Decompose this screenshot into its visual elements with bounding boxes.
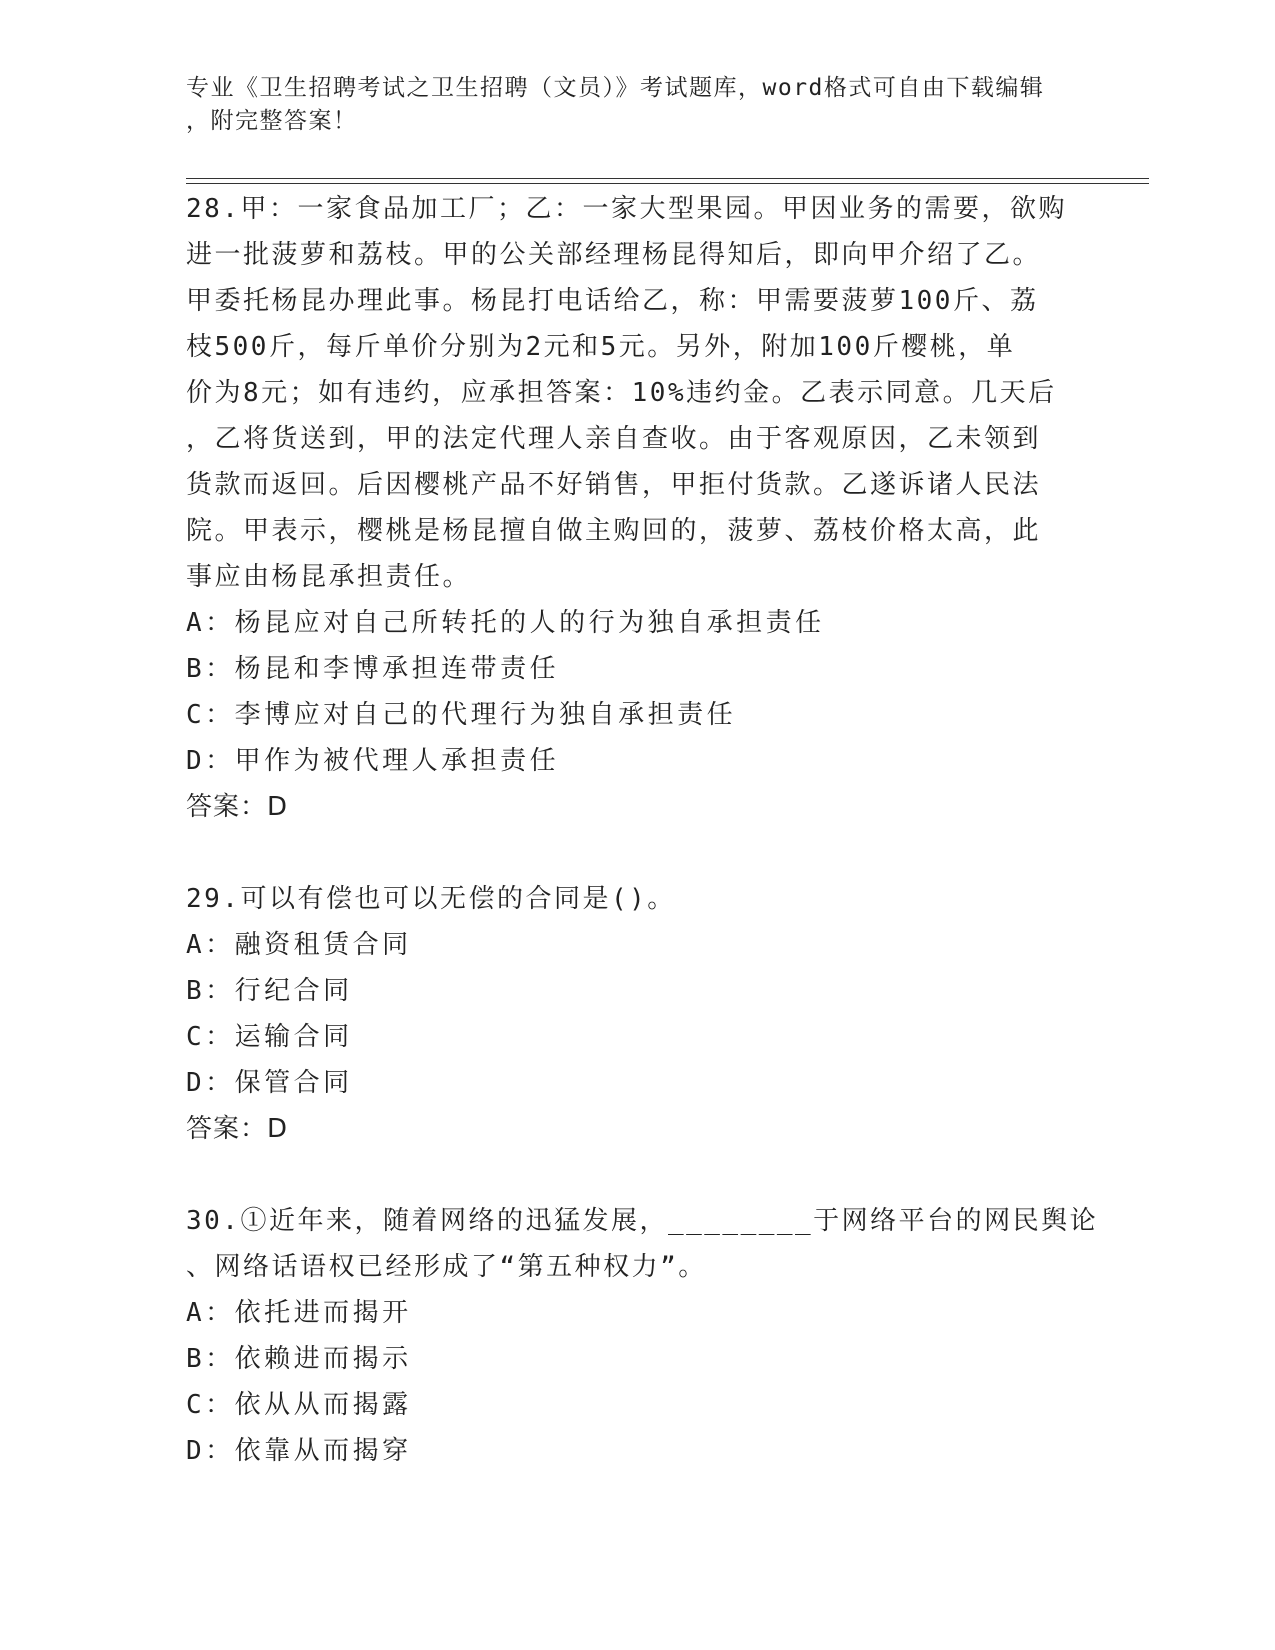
option-b: B：行纪合同 — [186, 976, 353, 1006]
question-29 — [186, 876, 1086, 1152]
question-30 — [186, 1198, 1099, 1474]
question-text-line: ，乙将货送到，甲的法定代理人亲自查收。由于客观原因，乙未领到 — [186, 424, 1042, 454]
option-c: C：运输合同 — [186, 1022, 353, 1052]
question-text-line: 事应由杨昆承担责任。 — [186, 562, 472, 592]
header-rule-bottom — [186, 183, 1149, 184]
option-a: A：杨昆应对自己所转托的人的行为独自承担责任 — [186, 608, 825, 638]
answer-label: 答案：D — [186, 1114, 289, 1144]
option-a: A：依托进而揭开 — [186, 1298, 412, 1328]
option-a: A：融资租赁合同 — [186, 930, 412, 960]
option-d: D：依靠从而揭穿 — [186, 1436, 412, 1466]
question-text-line: 价为8元；如有违约，应承担答案：10%违约金。乙表示同意。几天后 — [186, 378, 1057, 408]
question-text-line: 院。甲表示，樱桃是杨昆擅自做主购回的，菠萝、荔枝价格太高，此 — [186, 516, 1042, 546]
question-text — [186, 1198, 1099, 1290]
question-text-line: 货款而返回。后因樱桃产品不好销售，甲拒付货款。乙遂诉诸人民法 — [186, 470, 1042, 500]
document-header — [186, 72, 1076, 138]
question-text-line: 、网络话语权已经形成了“第五种权力”。 — [186, 1252, 707, 1282]
question-text — [186, 186, 1086, 600]
question-text-line: 甲委托杨昆办理此事。杨昆打电话给乙，称：甲需要菠萝100斤、荔 — [186, 286, 1039, 316]
question-text — [186, 876, 1086, 922]
option-c: C：李博应对自己的代理行为独自承担责任 — [186, 700, 737, 730]
answer-label: 答案：D — [186, 792, 289, 822]
option-b: B：依赖进而揭示 — [186, 1344, 412, 1374]
option-d: D：保管合同 — [186, 1068, 353, 1098]
spacer — [186, 830, 1086, 876]
option-d: D：甲作为被代理人承担责任 — [186, 746, 560, 776]
question-text-line: 29.可以有偿也可以无偿的合同是()。 — [186, 884, 676, 914]
header-line-2: ，附完整答案！ — [186, 108, 358, 134]
option-b: B：杨昆和李博承担连带责任 — [186, 654, 560, 684]
question-text-line: 进一批菠萝和荔枝。甲的公关部经理杨昆得知后，即向甲介绍了乙。 — [186, 240, 1042, 270]
question-28 — [186, 186, 1086, 830]
question-text-line: 28.甲：一家食品加工厂；乙：一家大型果园。甲因业务的需要，欲购 — [186, 194, 1067, 224]
header-rule-top — [186, 178, 1149, 179]
header-line-1: 专业《卫生招聘考试之卫生招聘（文员）》考试题库，word格式可自由下载编辑 — [186, 75, 1045, 101]
option-c: C：依从从而揭露 — [186, 1390, 412, 1420]
spacer — [186, 1152, 1086, 1198]
question-text-line: 30.①近年来，随着网络的迅猛发展，________于网络平台的网民舆论 — [186, 1206, 1099, 1236]
question-text-line: 枝500斤，每斤单价分别为2元和5元。另外，附加100斤樱桃，单 — [186, 332, 1016, 362]
question-list — [186, 186, 1099, 1474]
